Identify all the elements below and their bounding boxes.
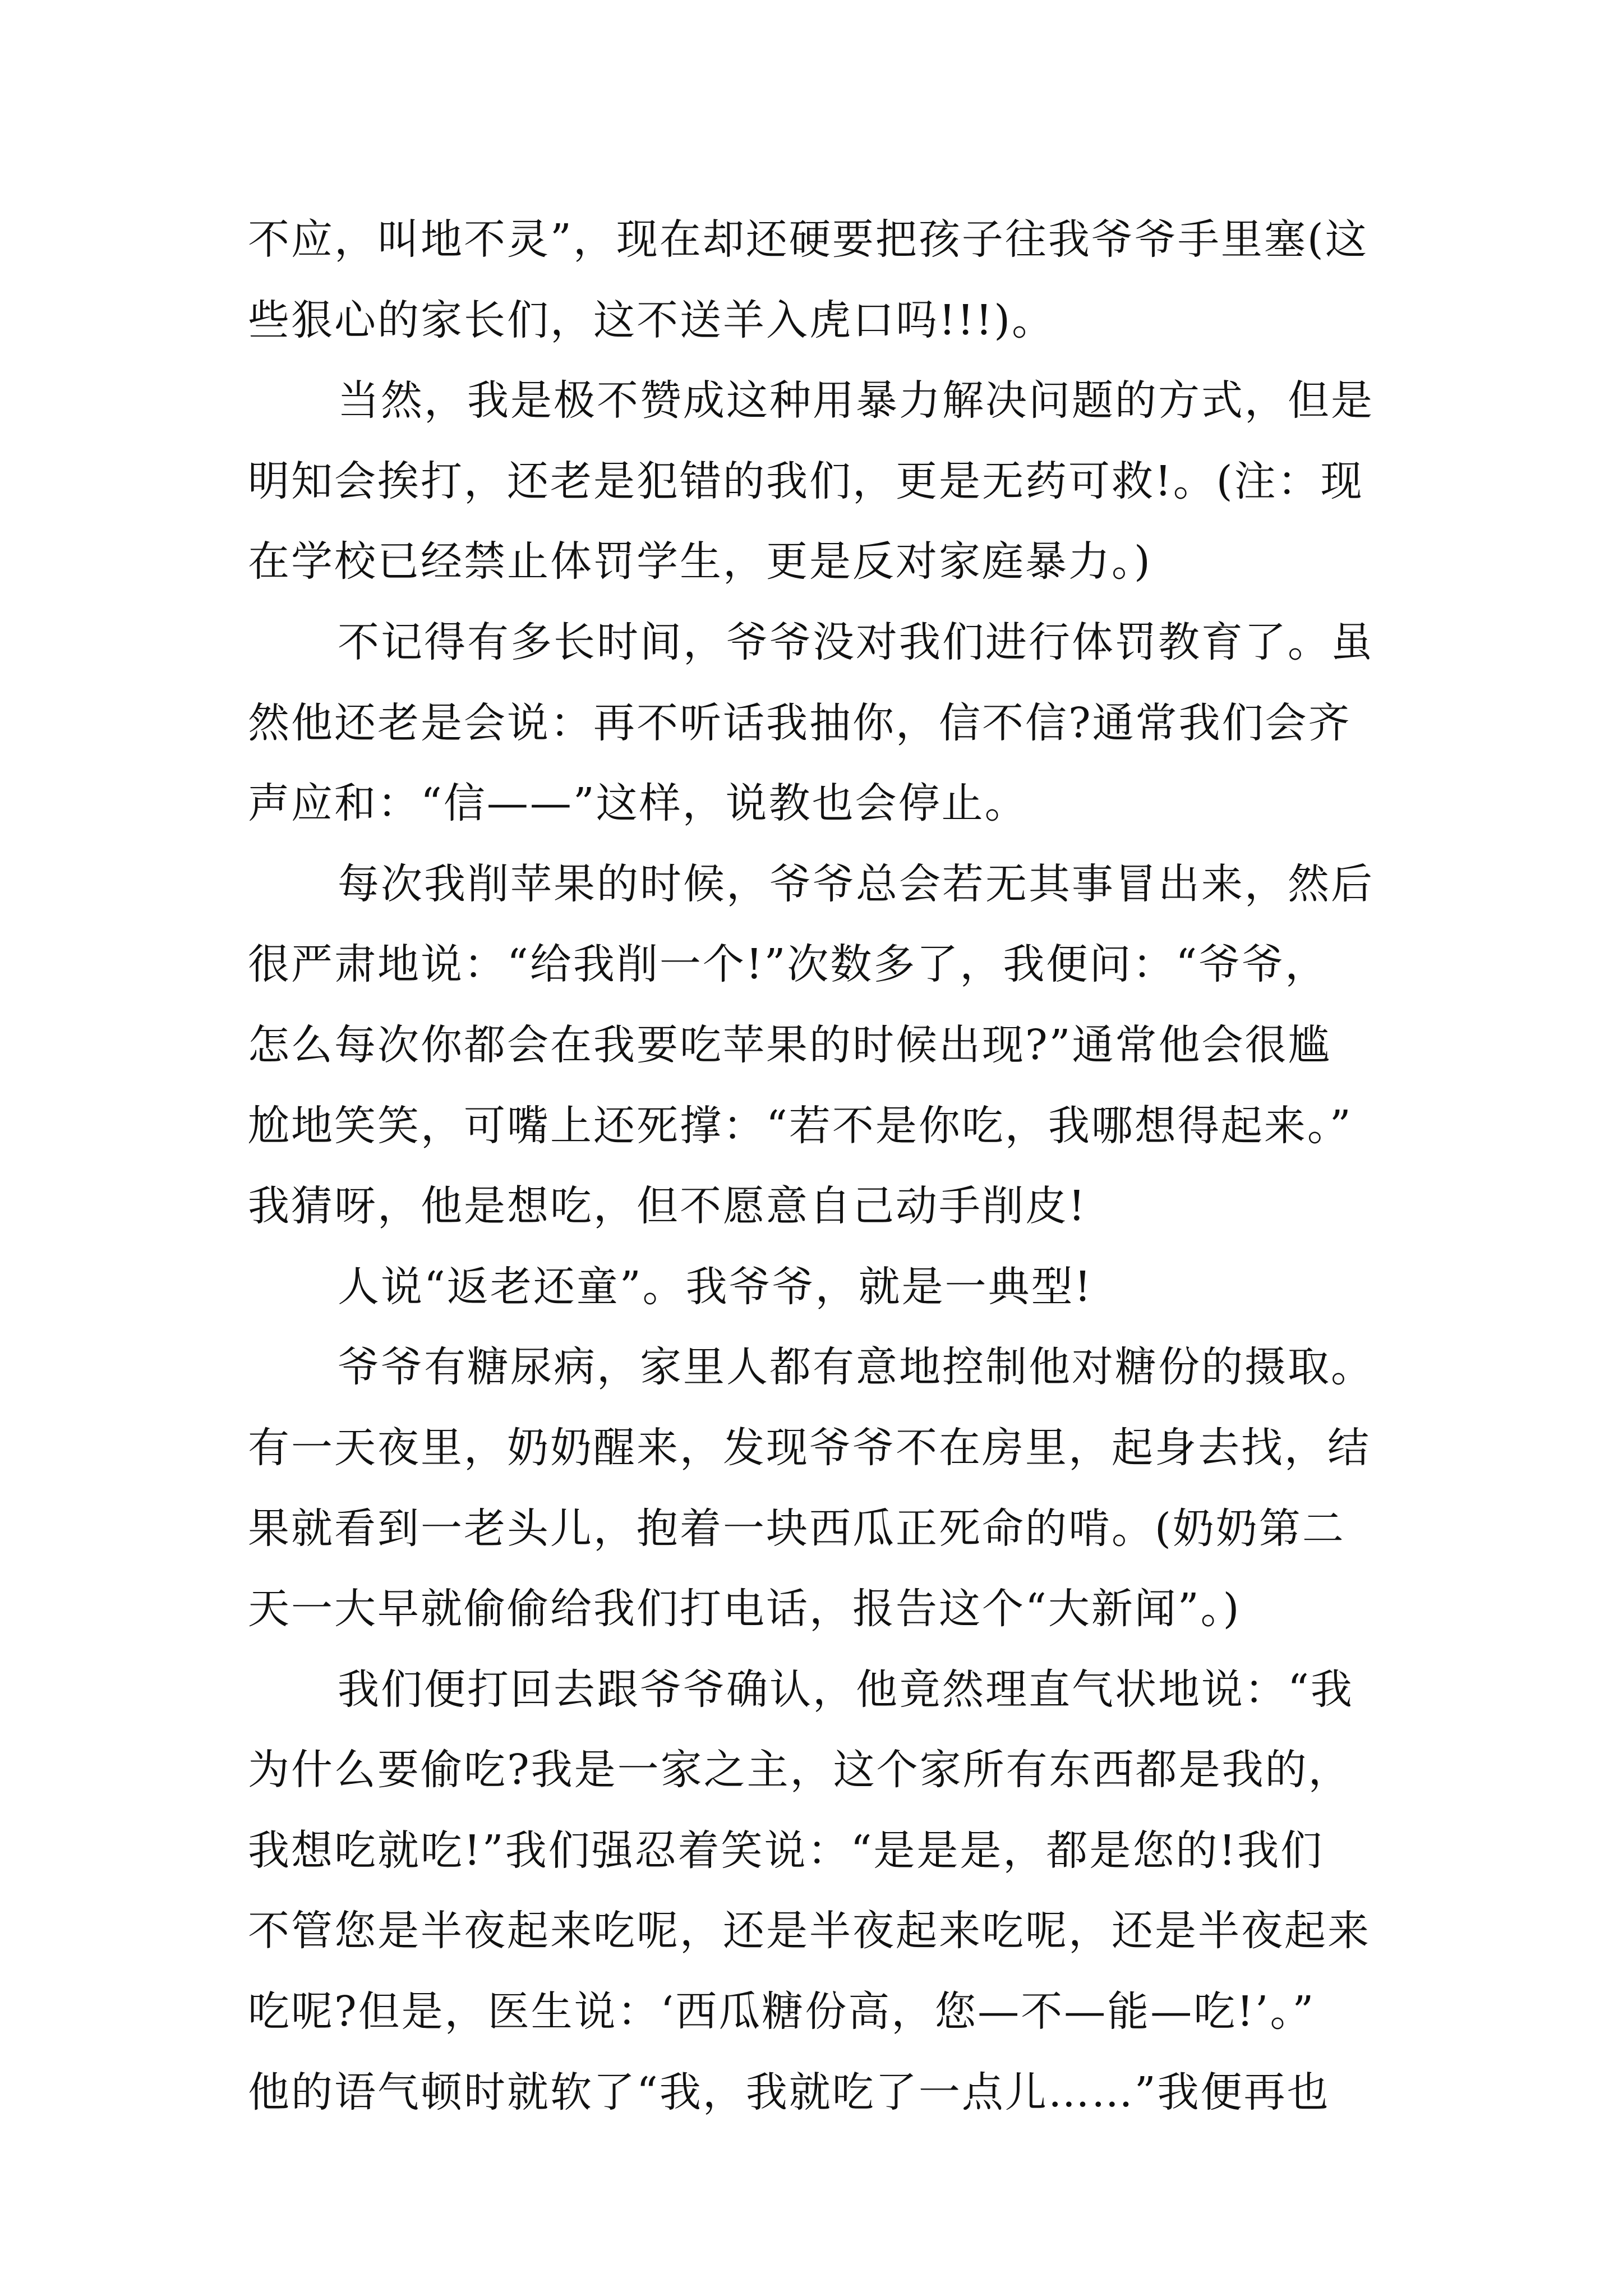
text-line: 我们便打回去跟爷爷确认，他竟然理直气状地说：“我 (338, 1665, 1354, 1714)
text-line: 在学校已经禁止体罚学生，更是反对家庭暴力。) (248, 537, 1152, 586)
text-line: 不记得有多长时间，爷爷没对我们进行体罚教育了。虽 (338, 618, 1374, 666)
text-line: 天一大早就偷偷给我们打电话，报告这个“大新闻”。) (248, 1585, 1241, 1634)
text-line: 然他还老是会说：再不听话我抽你，信不信?通常我们会齐 (248, 698, 1352, 747)
text-line: 人说“返老还童”。我爷爷，就是一典型! (338, 1262, 1093, 1311)
text-line: 怎么每次你都会在我要吃苹果的时候出现?”通常他会很尴 (248, 1020, 1331, 1069)
text-line: 果就看到一老头儿，抱着一块西瓜正死命的啃。(奶奶第二 (248, 1504, 1345, 1553)
text-line: 吃呢?但是，医生说：‘西瓜糖份高，您—不—能—吃!’。” (248, 1987, 1316, 2036)
text-line: 我想吃就吃!”我们强忍着笑说：“是是是，都是您的!我们 (248, 1826, 1324, 1875)
text-line: 有一天夜里，奶奶醒来，发现爷爷不在房里，起身去找，结 (248, 1423, 1371, 1472)
text-line: 每次我削苹果的时候，爷爷总会若无其事冒出来，然后 (338, 859, 1374, 908)
text-line: 我猜呀，他是想吃，但不愿意自己动手削皮! (248, 1182, 1087, 1231)
body-text (248, 200, 1398, 2133)
text-line: 很严肃地说：“给我削一个!”次数多了，我便问：“爷爷， (248, 940, 1329, 989)
text-line: 不应，叫地不灵”，现在却还硬要把孩子往我爷爷手里塞(这 (248, 215, 1368, 264)
text-line: 他的语气顿时就软了“我，我就吃了一点儿……”我便再也 (248, 2068, 1330, 2116)
text-line: 明知会挨打，还老是犯错的我们，更是无药可救!。(注：现 (248, 457, 1364, 505)
text-line: 尬地笑笑，可嘴上还死撑：“若不是你吃，我哪想得起来。” (248, 1101, 1353, 1150)
text-line: 为什么要偷吃?我是一家之主，这个家所有东西都是我的， (248, 1746, 1352, 1795)
text-line: 爷爷有糖尿病，家里人都有意地控制他对糖份的摄取。 (338, 1343, 1374, 1392)
text-line: 些狠心的家长们，这不送羊入虎口吗!!!)。 (248, 296, 1055, 344)
text-line: 声应和：“信——”这样，说教也会停止。 (248, 779, 1028, 828)
text-line: 当然，我是极不赞成这种用暴力解决问题的方式，但是 (338, 376, 1374, 425)
text-line: 不管您是半夜起来吃呢，还是半夜起来吃呢，还是半夜起来 (248, 1907, 1371, 1955)
